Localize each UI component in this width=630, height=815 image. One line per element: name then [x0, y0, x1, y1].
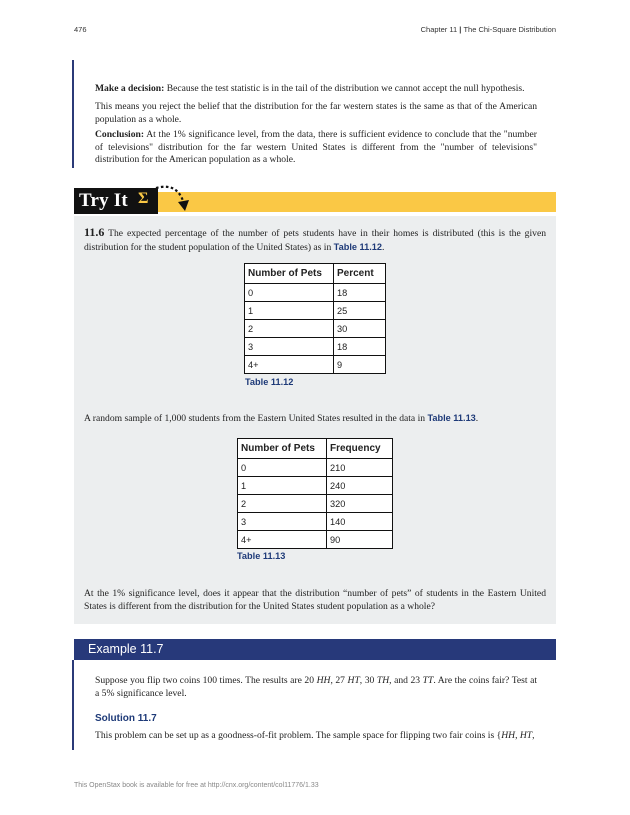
sigma-icon: Σ: [138, 190, 149, 207]
chapter-prefix: Chapter 11: [420, 25, 458, 34]
table-cell: 90: [327, 531, 393, 549]
table-cell: 1: [245, 302, 334, 320]
table-cell: 4+: [238, 531, 327, 549]
conclusion-label: Conclusion:: [95, 129, 145, 140]
example-text: . Are the coins fair? Test at a 5% significance level.: [95, 675, 538, 699]
example-side-bar: [72, 660, 74, 750]
table-row: [245, 284, 386, 302]
column-header: Percent: [334, 264, 386, 284]
table-11-13-caption: Table 11.13: [237, 551, 286, 561]
pets-frequency-table: [237, 438, 393, 549]
example-paragraph: [95, 675, 537, 700]
table-cell: 2: [238, 495, 327, 513]
example-text: , and 23: [389, 675, 423, 686]
table-cell: 9: [334, 356, 386, 374]
example-text: Suppose you flip two coins 100 times. The results are 20: [95, 675, 317, 686]
table-header-row: [245, 264, 386, 284]
example-text: , 27: [330, 675, 348, 686]
table-cell: 0: [238, 459, 327, 477]
table-header-row: [238, 439, 393, 459]
table-row: [238, 459, 393, 477]
table-11-12-link[interactable]: Table 11.12: [333, 241, 383, 252]
decision-text: Because the test statistic is in the tail of the distribution we cannot accept the null hypothesis.: [164, 83, 525, 94]
outcome-ht: HT: [347, 675, 360, 686]
sample-paragraph: [84, 412, 546, 426]
table-row: [238, 531, 393, 549]
column-header: Number of Pets: [245, 264, 334, 284]
example-header: [74, 639, 556, 660]
running-head: [74, 25, 556, 39]
column-header: Number of Pets: [238, 439, 327, 459]
table-cell: 4+: [245, 356, 334, 374]
table-row: [245, 356, 386, 374]
try-it-label: [74, 188, 158, 214]
table-11-12-caption: Table 11.12: [245, 377, 294, 387]
table-cell: 0: [245, 284, 334, 302]
table-cell: 140: [327, 513, 393, 531]
chapter-separator: |: [457, 25, 464, 34]
reject-paragraph: This means you reject the belief that the distribution for the far western states is the same as that of the American population as a whole.: [95, 101, 537, 125]
outcome-tt: TT: [422, 675, 434, 686]
sample-text: A random sample of 1,000 students from the Eastern United States resulted in the data in: [84, 413, 428, 424]
chapter-title: The Chi-Square Distribution: [463, 25, 556, 34]
sample-end: .: [475, 413, 479, 424]
problem-number: 11.6: [84, 225, 105, 239]
table-row: [245, 320, 386, 338]
decision-paragraph: [95, 83, 537, 96]
problem-text: The expected percentage of the number of pets students have in their homes is distributed (this is the given distribution for the student population of the United States) as in: [84, 228, 546, 253]
solution-paragraph: [95, 730, 545, 743]
table-row: [245, 338, 386, 356]
solution-text: This problem can be set up as a goodness-of-fit problem. The sample space for flipping two fair coins is {: [95, 730, 502, 741]
sample-sep: ,: [515, 730, 520, 741]
outcome-hh: HH: [316, 675, 331, 686]
table-cell: 25: [334, 302, 386, 320]
table-row: [245, 302, 386, 320]
table-cell: 18: [334, 338, 386, 356]
column-header: Frequency: [327, 439, 393, 459]
pets-percent-table: [244, 263, 386, 374]
table-cell: 1: [238, 477, 327, 495]
table-row: [238, 513, 393, 531]
example-continuation-bar: [72, 60, 74, 168]
dotted-arrow-icon: [150, 182, 194, 214]
solution-title: Solution 11.7: [95, 713, 157, 724]
table-cell: 3: [245, 338, 334, 356]
page-number: 476: [74, 25, 87, 34]
problem-paragraph: [84, 226, 546, 254]
problem-end: .: [382, 241, 385, 253]
table-cell: 3: [238, 513, 327, 531]
example-text: , 30: [359, 675, 377, 686]
conclusion-paragraph: [95, 129, 537, 167]
try-it-text: Try It: [79, 190, 128, 211]
table-cell: 210: [327, 459, 393, 477]
table-cell: 2: [245, 320, 334, 338]
table-cell: 320: [327, 495, 393, 513]
table-cell: 240: [327, 477, 393, 495]
conclusion-text: At the 1% significance level, from the data, there is sufficient evidence to conclude that the "number of televisions" distribution for the far western United States is different from the "number of televisions" distribution for the American population as a whole.: [95, 129, 537, 166]
outcome-th: TH: [376, 675, 390, 686]
sample-hh: HH: [501, 730, 516, 741]
sample-ht: HT: [519, 730, 533, 741]
sample-end: ,: [532, 730, 535, 741]
decision-label: Make a decision:: [95, 83, 165, 94]
table-cell: 30: [334, 320, 386, 338]
question-paragraph: At the 1% significance level, does it appear that the distribution “number of pets” of students in the Eastern United States is different from the distribution for the United States student population as a whole?: [84, 588, 546, 612]
example-title: Example 11.7: [88, 642, 164, 656]
table-row: [238, 477, 393, 495]
table-row: [238, 495, 393, 513]
footer-note: This OpenStax book is available for free at http://cnx.org/content/col11776/1.33: [74, 782, 319, 789]
table-11-13-link[interactable]: Table 11.13: [427, 413, 476, 423]
chapter-heading: [421, 25, 556, 34]
table-cell: 18: [334, 284, 386, 302]
